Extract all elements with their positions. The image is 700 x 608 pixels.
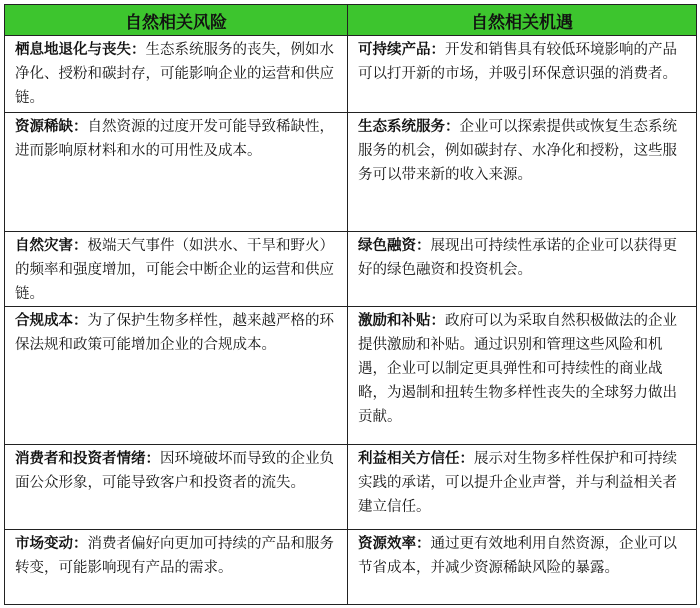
opportunity-cell (348, 36, 697, 113)
opportunity-cell (348, 232, 697, 307)
risk-title: 自然灾害： (15, 238, 88, 254)
risk-text: 因环境破坏而导致的企业负面公众形象，可能导致客户和投资者的流失。 (15, 451, 334, 491)
opportunity-title: 激励和补贴： (358, 313, 445, 329)
risk-cell (5, 445, 348, 530)
table-row (5, 113, 697, 232)
opportunity-text: 展现出可持续性承诺的企业可以获得更好的绿色融资和投资机会。 (358, 238, 677, 278)
table-body (5, 36, 697, 605)
opportunity-cell (348, 445, 697, 530)
opportunity-title: 绿色融资： (358, 238, 431, 254)
risk-text: 为了保护生物多样性，越来越严格的环保法规和政策可能增加企业的合规成本。 (15, 313, 334, 353)
opportunity-title: 利益相关方信任： (358, 451, 474, 467)
risk-opportunity-table (4, 4, 697, 605)
risk-text: 自然资源的过度开发可能导致稀缺性，进而影响原材料和水的可用性及成本。 (15, 119, 334, 159)
risk-title: 消费者和投资者情绪： (15, 451, 160, 467)
risk-text: 消费者偏好向更加可持续的产品和服务转变，可能影响现有产品的需求。 (15, 536, 334, 576)
header-row (5, 5, 697, 36)
risk-title: 市场变动： (15, 536, 88, 552)
table-row (5, 36, 697, 113)
risk-text: 生态系统服务的丧失，例如水净化、授粉和碳封存，可能影响企业的运营和供应链。 (15, 42, 334, 106)
table-row (5, 232, 697, 307)
risk-cell (5, 530, 348, 605)
table-row (5, 307, 697, 445)
opportunity-title: 资源效率： (358, 536, 431, 552)
header-opportunities: 自然相关机遇 (348, 5, 697, 36)
opportunity-cell (348, 113, 697, 232)
risk-cell (5, 36, 348, 113)
risk-cell (5, 307, 348, 445)
opportunity-cell (348, 530, 697, 605)
table-row (5, 445, 697, 530)
opportunity-text: 开发和销售具有较低环境影响的产品可以打开新的市场，并吸引环保意识强的消费者。 (358, 42, 677, 82)
table-row (5, 530, 697, 605)
risk-title: 合规成本： (15, 313, 88, 329)
risk-cell (5, 232, 348, 307)
opportunity-text: 政府可以为采取自然积极做法的企业提供激励和补贴。通过识别和管理这些风险和机遇，企业可以制定更具弹性和可持续性的商业战略，为遏制和扭转生物多样性丧失的全球努力做出贡献。 (358, 313, 677, 425)
risk-cell (5, 113, 348, 232)
opportunity-text: 展示对生物多样性保护和可持续实践的承诺，可以提升企业声誉，并与利益相关者建立信任。 (358, 451, 677, 515)
opportunity-text: 企业可以探索提供或恢复生态系统服务的机会，例如碳封存、水净化和授粉，这些服务可以带来新的收入来源。 (358, 119, 677, 183)
opportunity-cell (348, 307, 697, 445)
risk-title: 栖息地退化与丧失： (15, 42, 146, 58)
header-risks: 自然相关风险 (5, 5, 348, 36)
risk-text: 极端天气事件（如洪水、干旱和野火）的频率和强度增加，可能会中断企业的运营和供应链。 (15, 238, 334, 302)
opportunity-title: 生态系统服务： (358, 119, 460, 135)
risk-title: 资源稀缺： (15, 119, 88, 135)
opportunity-title: 可持续产品： (358, 42, 445, 58)
table-header (5, 5, 697, 36)
opportunity-text: 通过更有效地利用自然资源，企业可以节省成本，并减少资源稀缺风险的暴露。 (358, 536, 677, 576)
